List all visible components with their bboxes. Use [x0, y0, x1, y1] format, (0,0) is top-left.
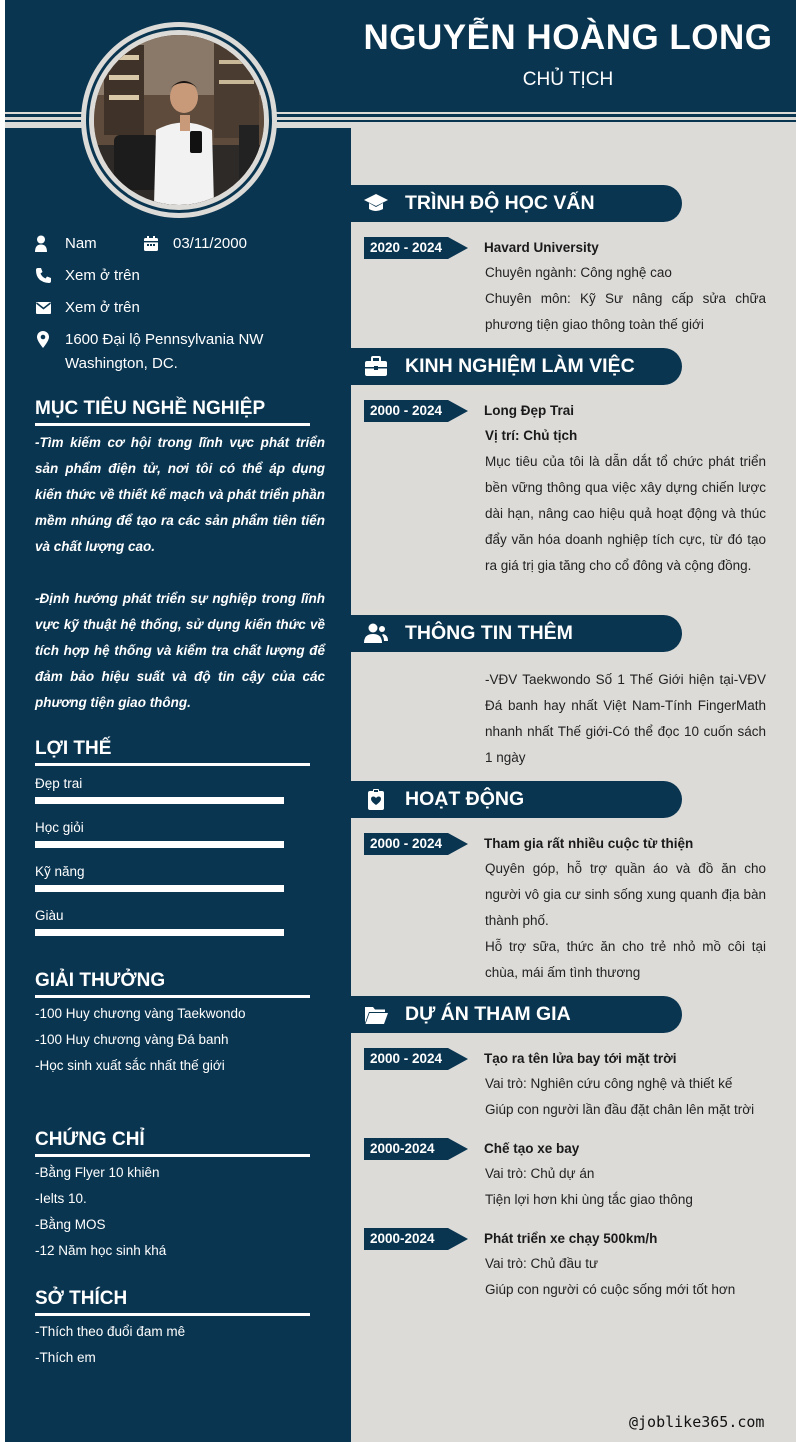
activities-text-2: Hỗ trợ sữa, thức ăn cho trẻ nhỏ mồ côi tại chùa, mái ấm tình thương — [485, 939, 766, 980]
strength-label: Kỹ năng — [35, 864, 85, 879]
strength-bar — [35, 885, 284, 892]
experience-company: Long Đẹp Trai — [484, 403, 575, 418]
certificate-item: -Bằng Flyer 10 khiên — [35, 1165, 160, 1180]
address-line-2: Washington, DC. — [65, 355, 178, 372]
education-major: Chuyên ngành: Công nghệ cao — [485, 265, 672, 280]
experience-description: Mục tiêu của tôi là dẫn dắt tổ chức phát triển bền vững thông qua việc xây dựng chiến lược dài hạn, nâng cao hiệu quả hoạt động và thúc đẩy văn hóa doanh nghiệp tích cực, từ đó tạo ra giá trị gia tăng cho cổ đông và cộng đồng. — [485, 454, 766, 573]
objective-heading: MỤC TIÊU NGHỀ NGHIỆP — [35, 398, 310, 426]
project-role: Vai trò: Chủ đầu tư — [485, 1256, 599, 1271]
project-title: Tạo ra tên lửa bay tới mặt trời — [484, 1051, 677, 1066]
calendar-icon — [143, 235, 161, 253]
project-date: 2000-2024 — [370, 1231, 435, 1246]
user-icon — [35, 235, 53, 253]
strength-label: Đẹp trai — [35, 776, 83, 791]
objective-paragraph-2: -Định hướng phát triển sự nghiệp trong lĩnh vực kỹ thuật hệ thống, sử dụng kiến thức về tích hợp hệ thống và kiểm tra chất lượng để đảm bảo hiệu suất và độ tin cậy của các phương tiện giao thông. — [35, 591, 325, 710]
award-item: -100 Huy chương vàng Đá banh — [35, 1032, 229, 1047]
award-item: -100 Huy chương vàng Taekwondo — [35, 1006, 246, 1021]
avatar — [94, 35, 264, 205]
education-specialty: Chuyên môn: Kỹ Sư nâng cấp sửa chữa phương tiện giao thông toàn thế giới — [485, 291, 766, 332]
project-description: Giúp con người có cuộc sống mới tốt hơn — [485, 1282, 736, 1297]
activities-section-header — [351, 781, 682, 818]
strength-bar-fill — [35, 929, 284, 936]
project-description: Giúp con người lần đầu đặt chân lên mặt trời — [485, 1102, 755, 1117]
strengths-heading: LỢI THẾ — [35, 738, 310, 766]
activities-date-tag — [364, 833, 468, 855]
strength-bar-fill — [35, 841, 284, 848]
phone-value: Xem ở trên — [65, 267, 140, 284]
hobby-item: -Thích theo đuổi đam mê — [35, 1324, 186, 1339]
awards-heading: GIẢI THƯỞNG — [35, 970, 310, 998]
activities-text-1: Quyên góp, hỗ trợ quần áo và đồ ăn cho người vô gia cư sinh sống xung quanh địa bàn thành phố. — [485, 861, 766, 928]
briefcase-icon — [364, 355, 388, 378]
sidebar — [5, 128, 351, 1442]
project-role: Vai trò: Nghiên cứu công nghệ và thiết kế — [485, 1076, 733, 1091]
strength-bar — [35, 929, 284, 936]
project-date-tag — [364, 1228, 468, 1250]
objective-paragraph-1: -Tìm kiếm cơ hội trong lĩnh vực phát triển sản phẩm điện tử, nơi tôi có thể áp dụng kiến thức về thiết kế mạch và phát triển phần mềm nhúng để tạo ra các sản phẩm tiên tiến và chất lượng cao. — [35, 435, 325, 554]
strength-label: Giàu — [35, 908, 64, 923]
hobbies-heading: SỞ THÍCH — [35, 1288, 310, 1316]
certificate-item: -12 Năm học sinh khá — [35, 1243, 167, 1258]
graduation-cap-icon — [364, 192, 388, 215]
extra-heading: THÔNG TIN THÊM — [405, 622, 573, 644]
certificate-item: -Ielts 10. — [35, 1191, 87, 1206]
phone-icon — [35, 267, 53, 285]
map-pin-icon — [35, 331, 53, 349]
project-role: Vai trò: Chủ dự án — [485, 1166, 595, 1181]
users-icon — [364, 622, 388, 645]
experience-heading: KINH NGHIỆM LÀM VIỆC — [405, 355, 635, 377]
folder-icon — [364, 1003, 388, 1026]
certificates-heading: CHỨNG CHỈ — [35, 1129, 310, 1157]
activities-title: Tham gia rất nhiều cuộc từ thiện — [484, 836, 694, 851]
badge-icon — [364, 788, 388, 811]
projects-section-header — [351, 996, 682, 1033]
strength-label: Học giỏi — [35, 820, 84, 835]
project-date: 2000-2024 — [370, 1141, 435, 1156]
address-line-1: 1600 Đại lộ Pennsylvania NW — [65, 331, 264, 348]
strength-bar — [35, 797, 284, 804]
education-section-header — [351, 185, 682, 222]
education-date-tag — [364, 237, 468, 259]
activities-heading: HOẠT ĐỘNG — [405, 788, 525, 810]
email-value: Xem ở trên — [65, 299, 140, 316]
envelope-icon — [35, 299, 53, 317]
project-date: 2000 - 2024 — [370, 1051, 443, 1066]
project-date-tag — [364, 1138, 468, 1160]
birthday-value: 03/11/2000 — [173, 235, 247, 252]
gender-value: Nam — [65, 235, 97, 252]
experience-date-tag — [364, 400, 468, 422]
hobby-item: -Thích em — [35, 1350, 96, 1365]
candidate-role: CHỦ TỊCH — [522, 69, 614, 90]
project-date-tag — [364, 1048, 468, 1070]
profile-photo — [94, 35, 264, 205]
strength-bar-fill — [35, 797, 284, 804]
experience-section-header — [351, 348, 682, 385]
education-heading: TRÌNH ĐỘ HỌC VẤN — [405, 192, 595, 214]
extra-section-header — [351, 615, 682, 652]
project-description: Tiện lợi hơn khi ùng tắc giao thông — [485, 1192, 693, 1207]
education-date: 2020 - 2024 — [370, 240, 443, 255]
education-school: Havard University — [484, 240, 599, 255]
activities-date: 2000 - 2024 — [370, 836, 443, 851]
footer-watermark: @joblike365.com — [629, 1413, 765, 1431]
certificate-item: -Bằng MOS — [35, 1217, 106, 1232]
strength-bar-fill — [35, 885, 284, 892]
experience-position: Vị trí: Chủ tịch — [485, 428, 578, 443]
projects-heading: DỰ ÁN THAM GIA — [405, 1003, 571, 1025]
award-item: -Học sinh xuất sắc nhất thế giới — [35, 1058, 225, 1073]
project-title: Chế tạo xe bay — [484, 1141, 580, 1156]
cv-page — [5, 0, 796, 1442]
candidate-name: NGUYỄN HOÀNG LONG — [363, 18, 773, 57]
extra-text: -VĐV Taekwondo Số 1 Thế Giới hiện tại-VĐV Đá banh hay nhất Việt Nam-Tính FingerMath nhanh nhất Thế giới-Có thể đọc 10 cuốn sách 1 ngày — [485, 672, 766, 765]
strength-bar — [35, 841, 284, 848]
project-title: Phát triển xe chạy 500km/h — [484, 1231, 658, 1246]
experience-date: 2000 - 2024 — [370, 403, 443, 418]
